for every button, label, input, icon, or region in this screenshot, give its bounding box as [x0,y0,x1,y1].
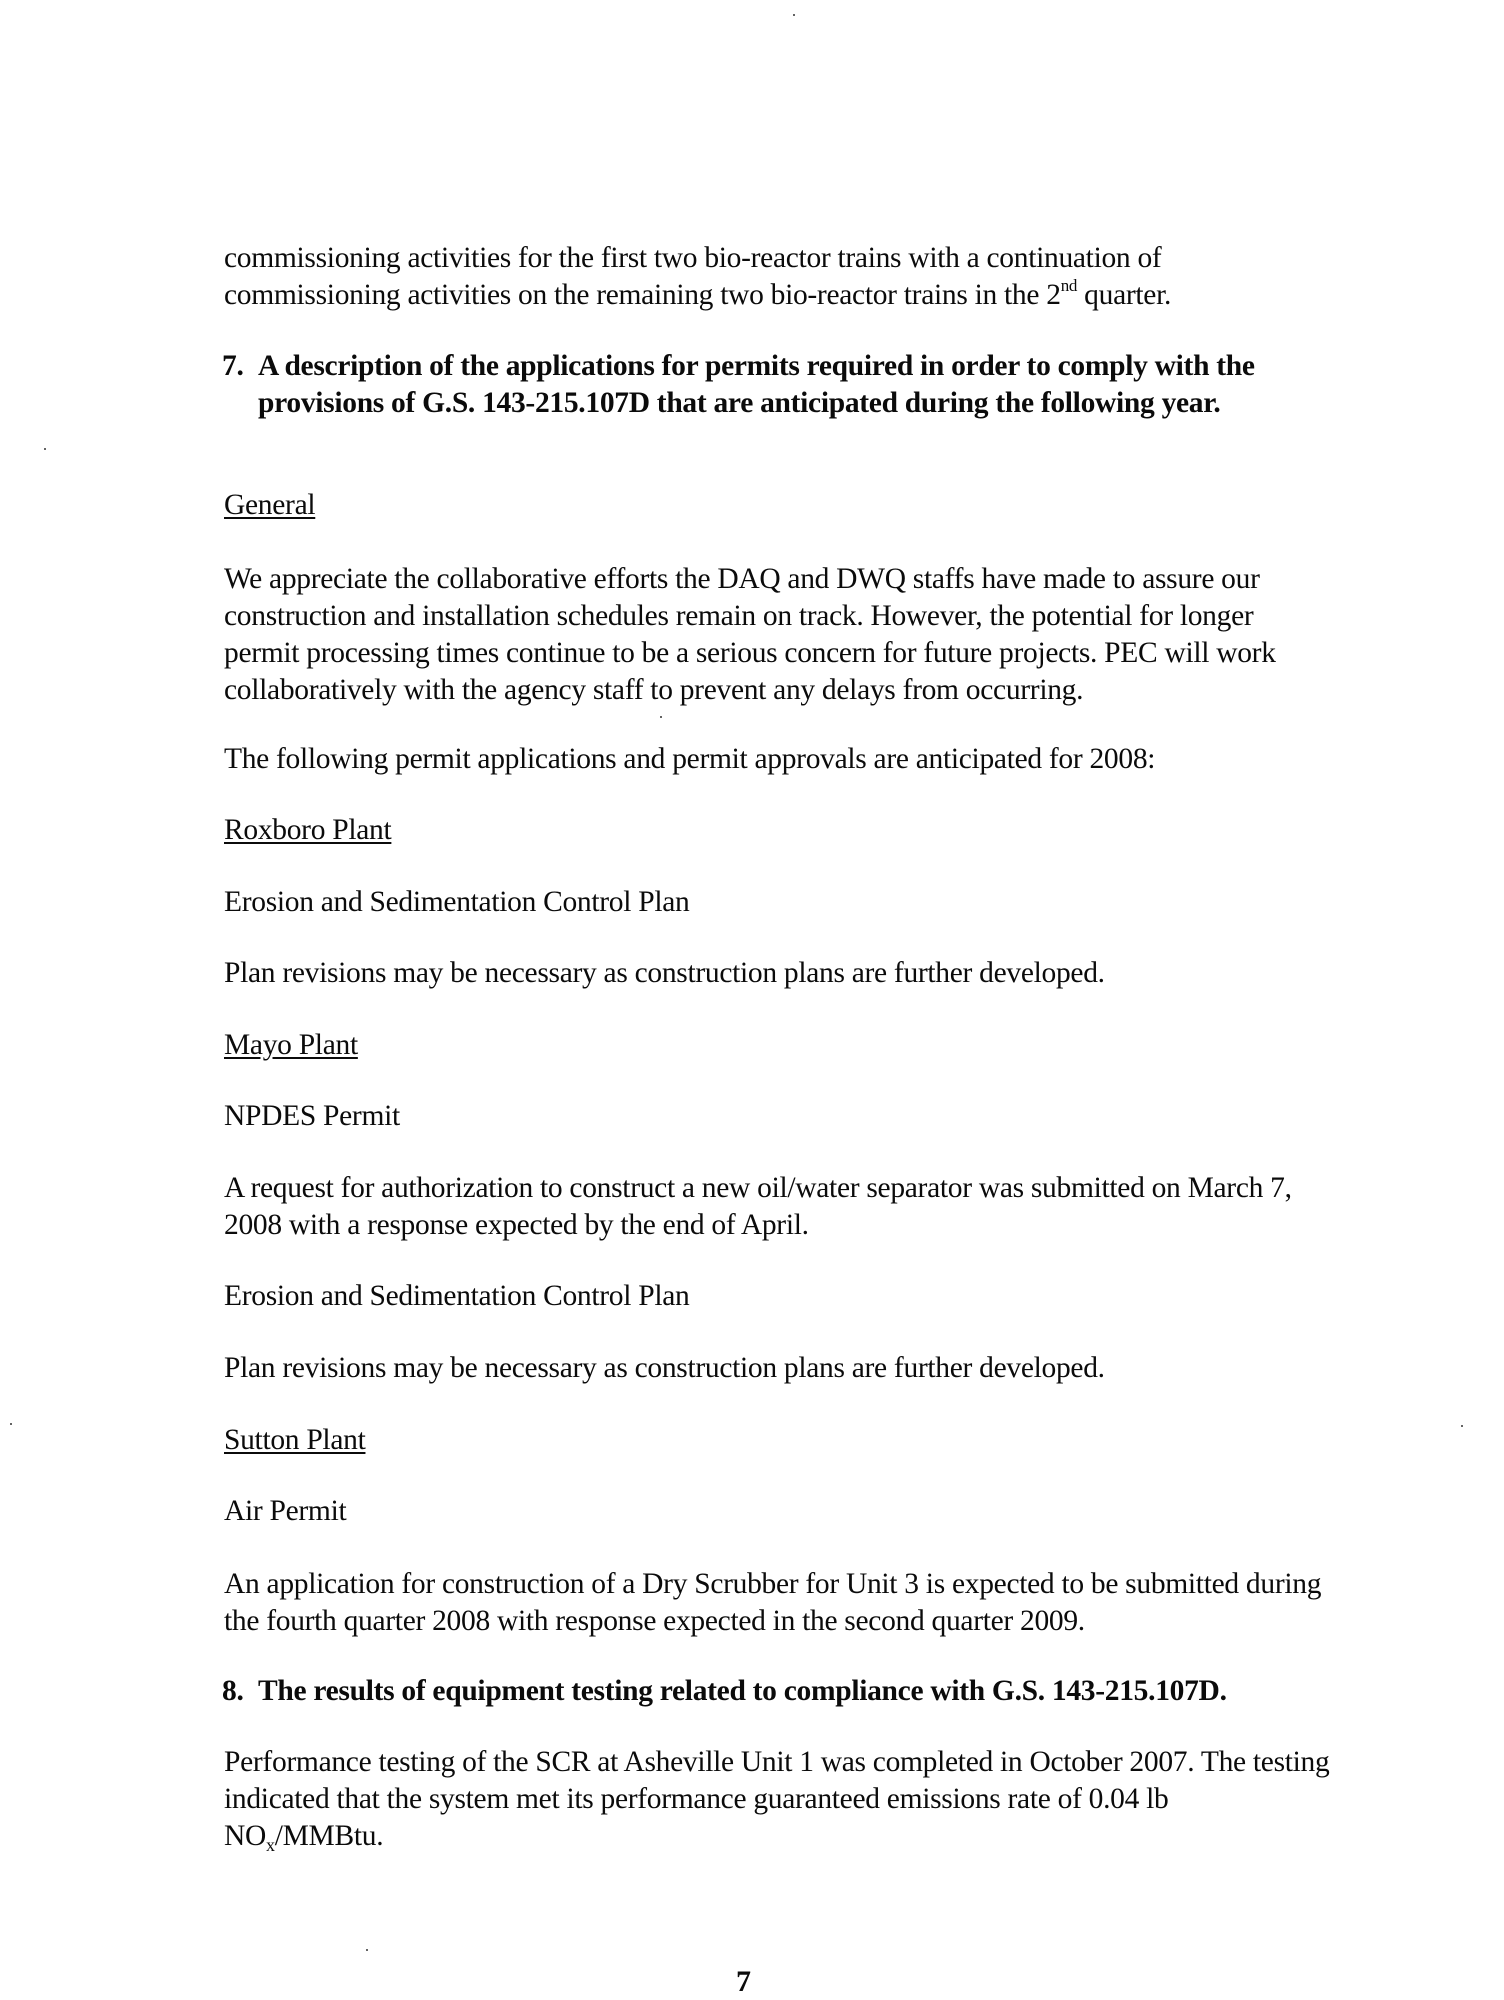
roxboro-heading: Roxboro Plant [224,814,392,846]
general-paragraph: We appreciate the collaborative efforts the DAQ and DWQ staffs have made to assure our construction and installation schedules remain on track. However, the potential for longer permit processing times continue to be a serious concern for future projects. PEC will work collaboratively with the agency staff to prevent any delays from occurring. [224,563,1276,706]
section-8-number: 8. [222,1675,244,1707]
nox-subscript: x [266,1835,275,1855]
scan-speck [660,716,662,718]
roxboro-note: Plan revisions may be necessary as construction plans are further developed. [224,957,1105,989]
section-8-title: The results of equipment testing related to compliance with G.S. 143-215.107D. [258,1675,1227,1707]
sutton-note: An application for construction of a Dry Scrubber for Unit 3 is expected to be submitted during the fourth quarter 2008 with response expected in the second quarter 2009. [224,1568,1322,1637]
sutton-heading: Sutton Plant [224,1424,366,1456]
scan-speck [793,14,795,16]
continuation-line-2: commissioning activities on the remaining two bio-reactor trains in the 2 [224,279,1061,311]
mayo-erosion-note: Plan revisions may be necessary as construction plans are further developed. [224,1352,1105,1384]
page-number: 7 [736,1965,751,1998]
anticipated-intro: The following permit applications and permit approvals are anticipated for 2008: [224,743,1156,775]
scan-speck [44,448,46,450]
continuation-line-2-end: quarter. [1077,279,1172,311]
continuation-paragraph [224,240,1334,314]
general-heading: General [224,489,316,521]
scan-speck [10,1423,12,1425]
scan-speck [1461,1425,1463,1427]
scan-speck [366,1949,368,1951]
roxboro-permit: Erosion and Sedimentation Control Plan [224,886,690,918]
ordinal-suffix: nd [1060,276,1078,296]
continuation-line-1: commissioning activities for the first two bio-reactor trains with a continuation of [224,242,1162,274]
testing-text: Performance testing of the SCR at Asheville Unit 1 was completed in October 2007. The testing indicated that the system met its performance guaranteed emissions rate of 0.04 lb NO [224,1746,1330,1852]
testing-paragraph [224,1744,1334,1858]
section-7-title: A description of the applications for permits required in order to comply with the provisions of G.S. 143-215.107D that are anticipated during the following year. [258,350,1255,419]
mayo-permit-erosion: Erosion and Sedimentation Control Plan [224,1280,690,1312]
mayo-permit-npdes: NPDES Permit [224,1100,400,1132]
mayo-heading: Mayo Plant [224,1029,358,1061]
section-7-number: 7. [222,350,244,382]
section-8-heading [222,1673,1332,1710]
section-7-heading [222,348,1332,422]
mayo-npdes-note: A request for authorization to construct a new oil/water separator was submitted on March 7, 2008 with a response expected by the end of April. [224,1172,1292,1241]
sutton-permit: Air Permit [224,1495,347,1527]
testing-tail: /MMBtu. [274,1820,384,1852]
